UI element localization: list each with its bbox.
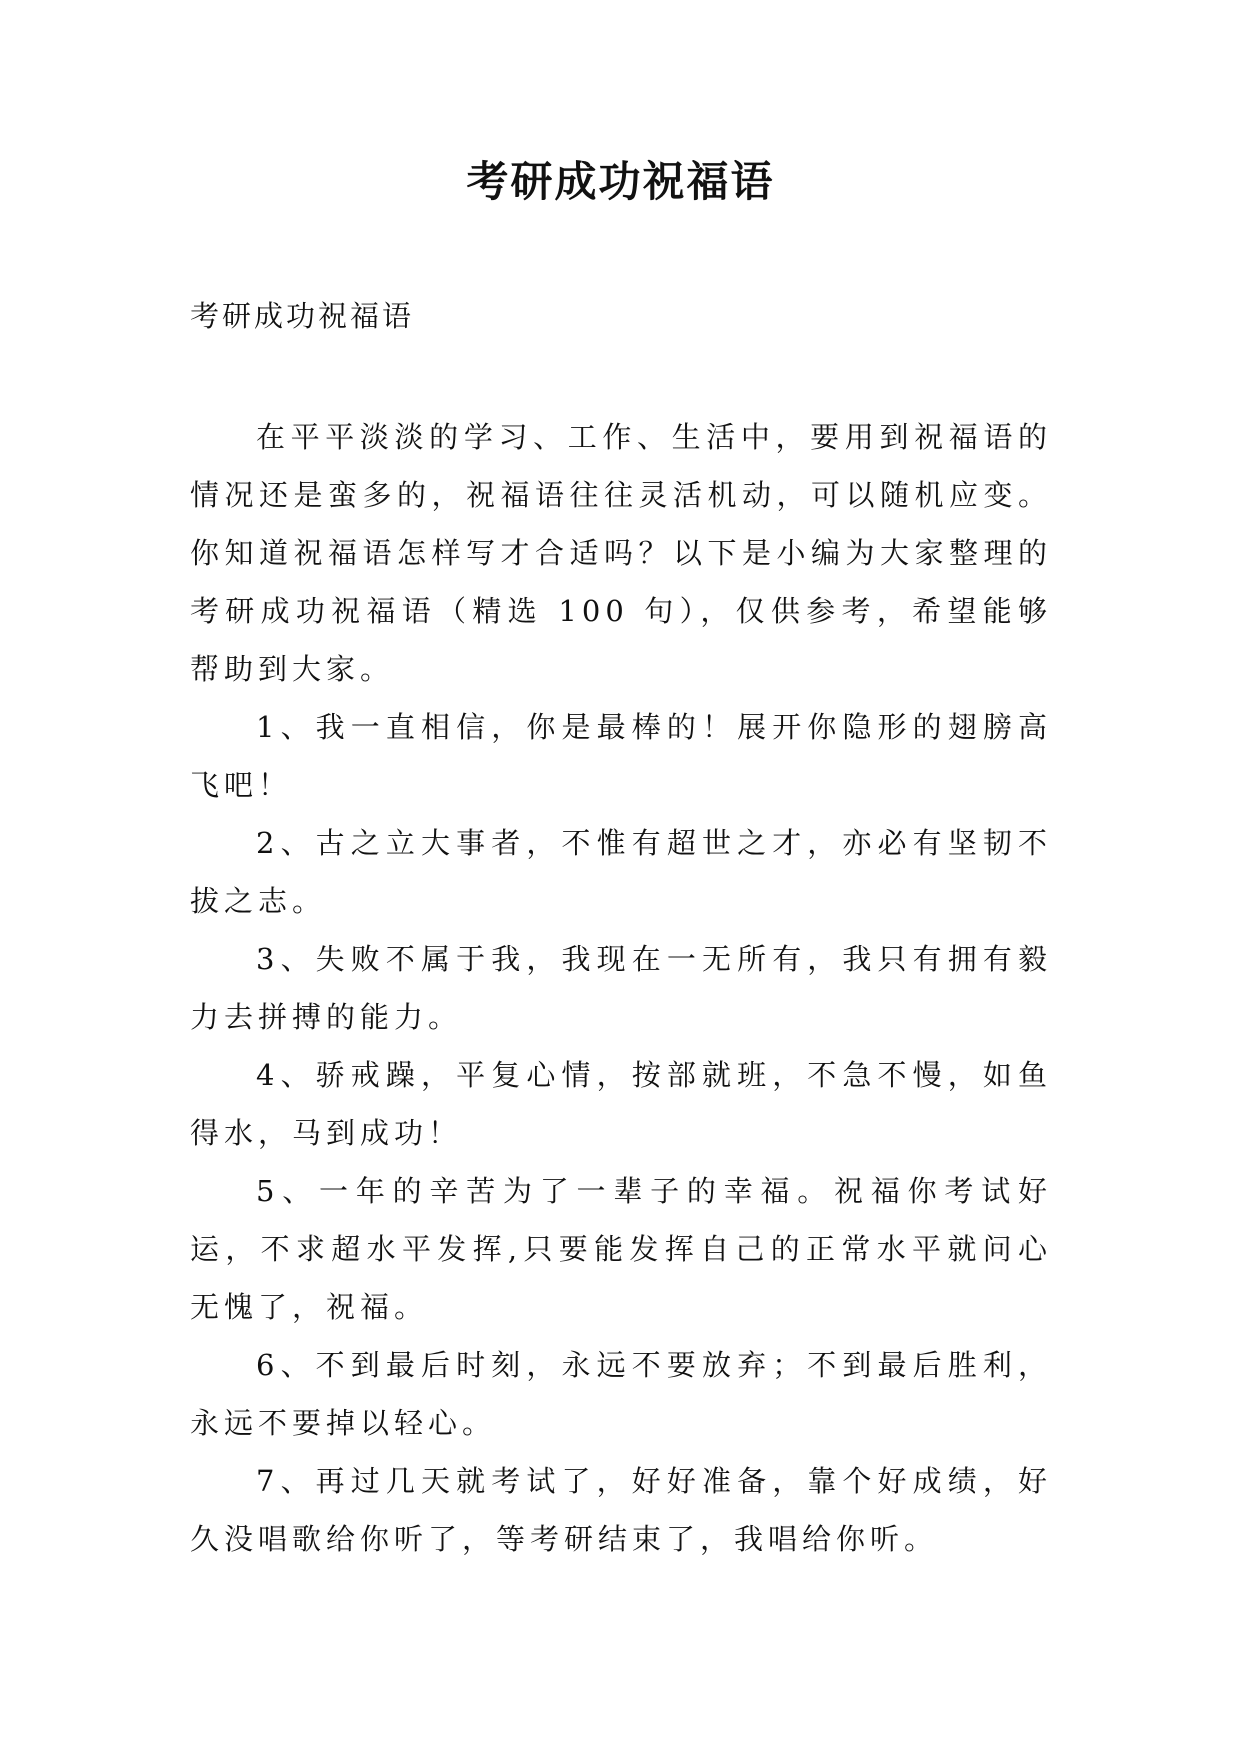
blessing-item-1: 1、我一直相信，你是最棒的！展开你隐形的翅膀高飞吧！: [190, 710, 1052, 802]
document-body: [190, 408, 1052, 1568]
blessing-item-6: 6、不到最后时刻，永远不要放弃；不到最后胜利，永远不要掉以轻心。: [190, 1348, 1052, 1440]
document-subtitle: 考研成功祝福语: [190, 299, 415, 333]
blessing-item-4: 4、骄戒躁，平复心情，按部就班，不急不慢，如鱼得水，马到成功！: [190, 1058, 1052, 1150]
blessing-item-3: 3、失败不属于我，我现在一无所有，我只有拥有毅力去拼搏的能力。: [190, 942, 1052, 1034]
intro-paragraph: 在平平淡淡的学习、工作、生活中，要用到祝福语的情况还是蛮多的，祝福语往往灵活机动，可以随机应变。你知道祝福语怎样写才合适吗？以下是小编为大家整理的考研成功祝福语（精选 100 句），仅供参考，希望能够帮助到大家。: [190, 420, 1052, 686]
blessing-item-7: 7、再过几天就考试了，好好准备，靠个好成绩，好久没唱歌给你听了，等考研结束了，我唱给你听。: [190, 1464, 1052, 1556]
blessing-item-5: 5、一年的辛苦为了一辈子的幸福。祝福你考试好运，不求超水平发挥,只要能发挥自己的正常水平就问心无愧了，祝福。: [190, 1174, 1052, 1324]
blessing-item-2: 2、古之立大事者，不惟有超世之才，亦必有坚韧不拔之志。: [190, 826, 1052, 918]
page-title: 考研成功祝福语: [466, 157, 775, 206]
